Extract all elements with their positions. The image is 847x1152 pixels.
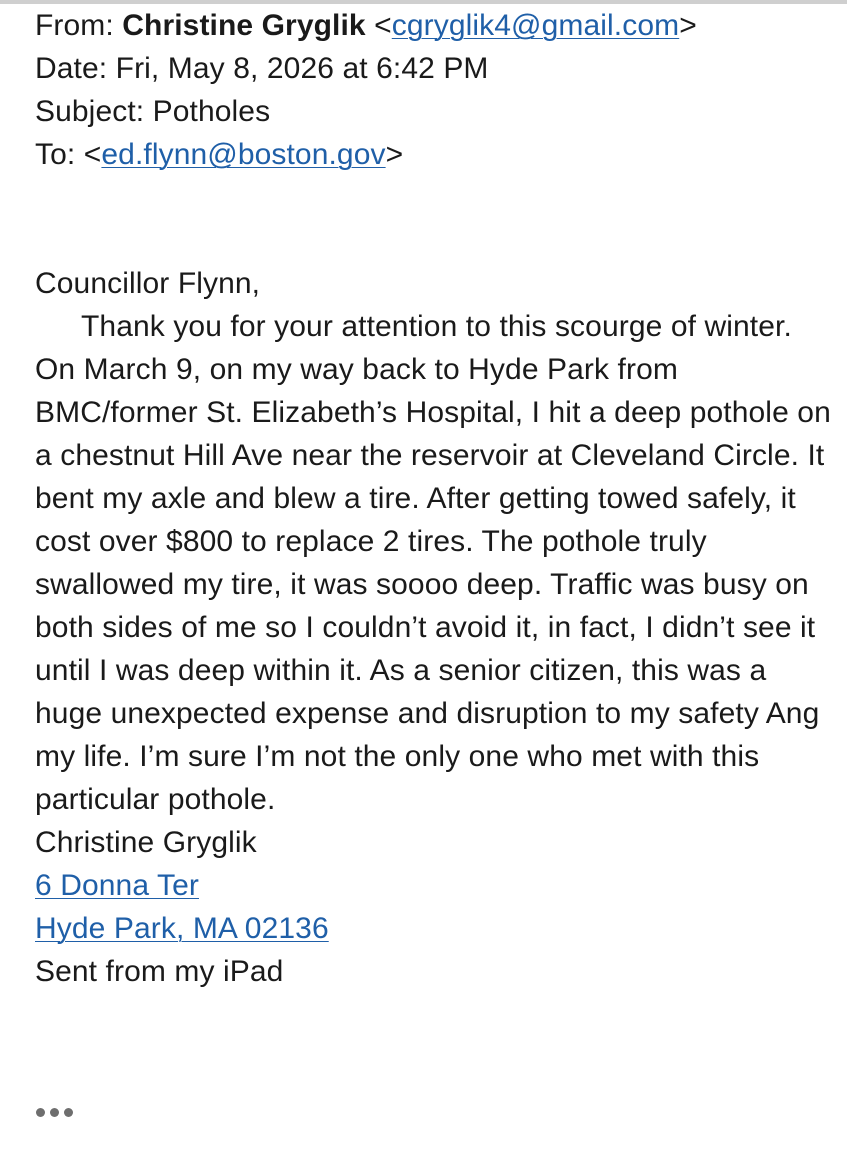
subject-label: Subject:: [35, 95, 145, 128]
date-value: Fri, May 8, 2026 at 6:42 PM: [115, 52, 489, 85]
ellipsis-dot: [64, 1108, 73, 1117]
from-email-open: <: [374, 9, 392, 42]
subject-value: Potholes: [152, 95, 271, 128]
ellipsis-icon[interactable]: [36, 1108, 73, 1117]
sender-name: Christine Gryglik: [122, 9, 366, 42]
from-email-close: >: [679, 9, 697, 42]
header-body-gap: [35, 176, 835, 262]
from-label: From:: [35, 9, 114, 42]
to-label: To:: [35, 138, 76, 171]
body-paragraph: Thank you for your attention to this scourge of winter. On March 9, on my way back to Hyde Park from BMC/former St. Elizabeth’s Hospital, I hit a deep pothole on a chestnut Hill Ave near the reservoir at Cleveland Circle. It bent my axle and blew a tire. After getting towed safely, it cost over $800 to replace 2 tires. The pothole truly swallowed my tire, it was soooo deep. Traffic was busy on both sides of me so I couldn’t avoid it, in fact, I didn’t see it until I was deep within it. As a senior citizen, this was a huge unexpected expense and disruption to my safety Ang my life. I’m sure I’m not the only one who met with this particular pothole.: [35, 310, 831, 816]
date-line: [35, 47, 835, 90]
to-email-close: >: [385, 138, 404, 171]
sender-email-link[interactable]: cgryglik4@gmail.com: [391, 9, 680, 42]
address-line-1-link[interactable]: 6 Donna Ter: [35, 869, 199, 902]
to-email-open: <: [83, 138, 102, 171]
email-message: [35, 4, 835, 993]
signature-name: Christine Gryglik: [35, 826, 257, 859]
email-body: [35, 262, 835, 993]
to-line: [35, 133, 835, 176]
sent-from-signature: Sent from my iPad: [35, 955, 284, 988]
subject-line: [35, 90, 835, 133]
date-label: Date:: [35, 52, 108, 85]
ellipsis-dot: [50, 1108, 59, 1117]
from-line: [35, 4, 835, 47]
recipient-email-link[interactable]: ed.flynn@boston.gov: [101, 138, 386, 171]
greeting: Councillor Flynn,: [35, 267, 261, 300]
ellipsis-dot: [36, 1108, 45, 1117]
address-line-2-link[interactable]: Hyde Park, MA 02136: [35, 912, 329, 945]
